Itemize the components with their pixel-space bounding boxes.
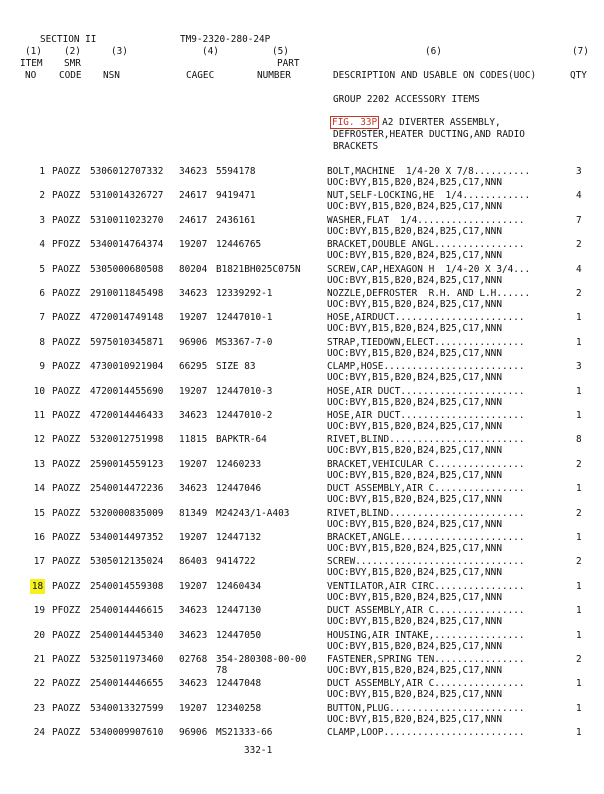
- smr-code: PAOZZ: [52, 215, 81, 226]
- description: DUCT ASSEMBLY,AIR C................: [327, 678, 525, 689]
- item-number: 3: [39, 215, 45, 226]
- quantity: 3: [576, 166, 582, 177]
- item-number: 6: [39, 288, 45, 299]
- col-num-7: (7): [572, 46, 589, 57]
- description: NOZZLE,DEFROSTER R.H. AND L.H......: [327, 288, 531, 299]
- item-number: 9: [39, 361, 45, 372]
- quantity: 2: [576, 508, 582, 519]
- figure-line-2: DEFROSTER,HEATER DUCTING,AND RADIO: [333, 129, 525, 140]
- part-number: 5594178: [216, 166, 256, 177]
- usable-on-codes: UOC:BVY,B15,B20,B24,B25,C17,NNN: [327, 226, 502, 237]
- nsn: 5975010345871: [90, 337, 164, 348]
- page-number: 332-1: [244, 745, 273, 756]
- description: SCREW..............................: [327, 556, 525, 567]
- usable-on-codes: UOC:BVY,B15,B20,B24,B25,C17,NNN: [327, 543, 502, 554]
- cagec: 24617: [179, 215, 208, 226]
- description: SCREW,CAP,HEXAGON H 1/4-20 X 3/4...: [327, 264, 531, 275]
- nsn: 5340014497352: [90, 532, 164, 543]
- cagec: 34623: [179, 630, 208, 641]
- usable-on-codes: UOC:BVY,B15,B20,B24,B25,C17,NNN: [327, 641, 502, 652]
- smr-code: PAOZZ: [52, 337, 81, 348]
- description: BRACKET,DOUBLE ANGL................: [327, 239, 525, 250]
- smr-code: PFOZZ: [52, 605, 81, 616]
- nsn: 2590014559123: [90, 459, 164, 470]
- description: CLAMP,HOSE.........................: [327, 361, 525, 372]
- quantity: 2: [576, 556, 582, 567]
- smr-code: PFOZZ: [52, 239, 81, 250]
- smr-code: PAOZZ: [52, 581, 81, 592]
- nsn: 2910011845498: [90, 288, 164, 299]
- cagec: 34623: [179, 605, 208, 616]
- item-number: 2: [39, 190, 45, 201]
- nsn: 2540014445340: [90, 630, 164, 641]
- quantity: 2: [576, 654, 582, 665]
- item-number: 5: [39, 264, 45, 275]
- item-number: 23: [33, 703, 45, 714]
- cagec: 86403: [179, 556, 208, 567]
- usable-on-codes: UOC:BVY,B15,B20,B24,B25,C17,NNN: [327, 616, 502, 627]
- cagec: 19207: [179, 386, 208, 397]
- item-number: 24: [33, 727, 45, 738]
- part-number: 12447130: [216, 605, 262, 616]
- cagec: 66295: [179, 361, 208, 372]
- nsn: 5310011023270: [90, 215, 164, 226]
- nsn: 2540014446655: [90, 678, 164, 689]
- description: RIVET,BLIND........................: [327, 434, 525, 445]
- quantity: 2: [576, 459, 582, 470]
- item-number: 10: [33, 386, 45, 397]
- usable-on-codes: UOC:BVY,B15,B20,B24,B25,C17,NNN: [327, 494, 502, 505]
- quantity: 1: [576, 337, 582, 348]
- part-number: MS3367-7-0: [216, 337, 273, 348]
- nsn: 5306012707332: [90, 166, 164, 177]
- smr-code: PAOZZ: [52, 264, 81, 275]
- cagec: 34623: [179, 288, 208, 299]
- part-number: 12447046: [216, 483, 262, 494]
- part-number: 12339292-1: [216, 288, 273, 299]
- nsn: 5340013327599: [90, 703, 164, 714]
- nsn: 5325011973460: [90, 654, 164, 665]
- nsn: 5305012135024: [90, 556, 164, 567]
- part-number: 2436161: [216, 215, 256, 226]
- item-number: 12: [33, 434, 45, 445]
- description: BRACKET,VEHICULAR C................: [327, 459, 525, 470]
- part-number: 12447010-2: [216, 410, 273, 421]
- item-number: 19: [33, 605, 45, 616]
- usable-on-codes: UOC:BVY,B15,B20,B24,B25,C17,NNN: [327, 689, 502, 700]
- smr-code: PAOZZ: [52, 459, 81, 470]
- quantity: 1: [576, 703, 582, 714]
- part-number-continued: 78: [216, 665, 228, 676]
- usable-on-codes: UOC:BVY,B15,B20,B24,B25,C17,NNN: [327, 714, 502, 725]
- smr-code: PAOZZ: [52, 703, 81, 714]
- nsn: 5310014326727: [90, 190, 164, 201]
- smr-code: PAOZZ: [52, 532, 81, 543]
- quantity: 3: [576, 361, 582, 372]
- smr-code: PAOZZ: [52, 434, 81, 445]
- part-number: 12447010-1: [216, 312, 273, 323]
- item-number: 1: [39, 166, 45, 177]
- cagec: 34623: [179, 483, 208, 494]
- cagec: 96906: [179, 727, 208, 738]
- cagec: 24617: [179, 190, 208, 201]
- smr-code: PAOZZ: [52, 508, 81, 519]
- cagec: 02768: [179, 654, 208, 665]
- description: WASHER,FLAT 1/4...................: [327, 215, 525, 226]
- item-number: 17: [33, 556, 45, 567]
- smr-code: PAOZZ: [52, 190, 81, 201]
- description: BRACKET,ANGLE......................: [327, 532, 525, 543]
- nsn: 2540014472236: [90, 483, 164, 494]
- description: VENTILATOR,AIR CIRC................: [327, 581, 525, 592]
- part-number: 12447048: [216, 678, 262, 689]
- figure-reference[interactable]: FIG. 33P: [332, 117, 378, 128]
- cagec: 34623: [179, 678, 208, 689]
- col-num-6: (6): [425, 46, 442, 57]
- part-number: 12447050: [216, 630, 262, 641]
- part-number: MS21333-66: [216, 727, 273, 738]
- usable-on-codes: UOC:BVY,B15,B20,B24,B25,C17,NNN: [327, 592, 502, 603]
- item-number: 13: [33, 459, 45, 470]
- description: RIVET,BLIND........................: [327, 508, 525, 519]
- item-number: 7: [39, 312, 45, 323]
- part-number: BAPKTR-64: [216, 434, 267, 445]
- col-part-label: PART: [277, 58, 300, 69]
- cagec: 19207: [179, 312, 208, 323]
- smr-code: PAOZZ: [52, 630, 81, 641]
- quantity: 1: [576, 312, 582, 323]
- description: FASTENER,SPRING TEN................: [327, 654, 525, 665]
- description: DUCT ASSEMBLY,AIR C................: [327, 483, 525, 494]
- usable-on-codes: UOC:BVY,B15,B20,B24,B25,C17,NNN: [327, 421, 502, 432]
- usable-on-codes: UOC:BVY,B15,B20,B24,B25,C17,NNN: [327, 201, 502, 212]
- part-number: 12460233: [216, 459, 262, 470]
- col-num-1: (1): [25, 46, 42, 57]
- col-qty-label: QTY: [570, 70, 587, 81]
- usable-on-codes: UOC:BVY,B15,B20,B24,B25,C17,NNN: [327, 177, 502, 188]
- cagec: 19207: [179, 459, 208, 470]
- cagec: 81349: [179, 508, 208, 519]
- nsn: 5340009907610: [90, 727, 164, 738]
- description: HOUSING,AIR INTAKE,................: [327, 630, 525, 641]
- cagec: 19207: [179, 532, 208, 543]
- smr-code: PAOZZ: [52, 386, 81, 397]
- part-number: 12340258: [216, 703, 262, 714]
- quantity: 1: [576, 581, 582, 592]
- cagec: 34623: [179, 410, 208, 421]
- figure-caption: [330, 117, 501, 128]
- nsn: 4720014749148: [90, 312, 164, 323]
- cagec: 19207: [179, 239, 208, 250]
- col-code-label: CODE: [59, 70, 82, 81]
- nsn: 5340014764374: [90, 239, 164, 250]
- smr-code: PAOZZ: [52, 654, 81, 665]
- col-num-4: (4): [202, 46, 219, 57]
- quantity: 1: [576, 386, 582, 397]
- cagec: 96906: [179, 337, 208, 348]
- part-number: 9419471: [216, 190, 256, 201]
- cagec: 80204: [179, 264, 208, 275]
- quantity: 1: [576, 727, 582, 738]
- smr-code: PAOZZ: [52, 361, 81, 372]
- part-number: 12446765: [216, 239, 262, 250]
- item-number: 8: [39, 337, 45, 348]
- quantity: 1: [576, 605, 582, 616]
- smr-code: PAOZZ: [52, 410, 81, 421]
- description: HOSE,AIRDUCT.......................: [327, 312, 525, 323]
- col-num-5: (5): [272, 46, 289, 57]
- usable-on-codes: UOC:BVY,B15,B20,B24,B25,C17,NNN: [327, 519, 502, 530]
- usable-on-codes: UOC:BVY,B15,B20,B24,B25,C17,NNN: [327, 665, 502, 676]
- section-title: SECTION II: [40, 34, 97, 45]
- item-number: 22: [33, 678, 45, 689]
- description: STRAP,TIEDOWN,ELECT................: [327, 337, 525, 348]
- usable-on-codes: UOC:BVY,B15,B20,B24,B25,C17,NNN: [327, 470, 502, 481]
- usable-on-codes: UOC:BVY,B15,B20,B24,B25,C17,NNN: [327, 348, 502, 359]
- part-number: 354-280308-00-00: [216, 654, 307, 665]
- part-number: M24243/1-A403: [216, 508, 290, 519]
- smr-code: PAOZZ: [52, 556, 81, 567]
- smr-code: PAOZZ: [52, 166, 81, 177]
- part-number: B1821BH025C075N: [216, 264, 301, 275]
- nsn: 4730010921904: [90, 361, 164, 372]
- col-cagec-label: CAGEC: [186, 70, 215, 81]
- col-description-label: DESCRIPTION AND USABLE ON CODES(UOC): [333, 70, 537, 81]
- part-number: 12447132: [216, 532, 262, 543]
- item-number: 20: [33, 630, 45, 641]
- figure-line-1: A2 DIVERTER ASSEMBLY,: [382, 117, 501, 128]
- col-no-label: NO: [25, 70, 37, 81]
- part-number: 9414722: [216, 556, 256, 567]
- description: CLAMP,LOOP.........................: [327, 727, 525, 738]
- quantity: 1: [576, 630, 582, 641]
- cagec: 34623: [179, 166, 208, 177]
- quantity: 8: [576, 434, 582, 445]
- nsn: 5320000835009: [90, 508, 164, 519]
- item-number: 15: [33, 508, 45, 519]
- item-number: 4: [39, 239, 45, 250]
- part-number: 12447010-3: [216, 386, 273, 397]
- smr-code: PAOZZ: [52, 483, 81, 494]
- usable-on-codes: UOC:BVY,B15,B20,B24,B25,C17,NNN: [327, 372, 502, 383]
- col-item-label: ITEM: [20, 58, 43, 69]
- quantity: 1: [576, 532, 582, 543]
- part-number: SIZE 83: [216, 361, 256, 372]
- figure-line-3: BRACKETS: [333, 141, 379, 152]
- usable-on-codes: UOC:BVY,B15,B20,B24,B25,C17,NNN: [327, 323, 502, 334]
- nsn: 2540014559308: [90, 581, 164, 592]
- usable-on-codes: UOC:BVY,B15,B20,B24,B25,C17,NNN: [327, 250, 502, 261]
- item-number: 14: [33, 483, 45, 494]
- nsn: 5305000680508: [90, 264, 164, 275]
- quantity: 1: [576, 410, 582, 421]
- group-title: GROUP 2202 ACCESSORY ITEMS: [333, 94, 480, 105]
- description: HOSE,AIR DUCT......................: [327, 410, 525, 421]
- nsn: 5320012751998: [90, 434, 164, 445]
- nsn: 4720014455690: [90, 386, 164, 397]
- quantity: 4: [576, 190, 582, 201]
- quantity: 2: [576, 239, 582, 250]
- col-nsn-label: NSN: [103, 70, 120, 81]
- cagec: 19207: [179, 581, 208, 592]
- usable-on-codes: UOC:BVY,B15,B20,B24,B25,C17,NNN: [327, 275, 502, 286]
- part-number: 12460434: [216, 581, 262, 592]
- col-smr-label: SMR: [64, 58, 81, 69]
- cagec: 19207: [179, 703, 208, 714]
- quantity: 1: [576, 483, 582, 494]
- item-number: 11: [33, 410, 45, 421]
- smr-code: PAOZZ: [52, 678, 81, 689]
- item-number: 16: [33, 532, 45, 543]
- nsn: 4720014446433: [90, 410, 164, 421]
- description: NUT,SELF-LOCKING,HE 1/4............: [327, 190, 531, 201]
- nsn: 2540014446615: [90, 605, 164, 616]
- smr-code: PAOZZ: [52, 727, 81, 738]
- smr-code: PAOZZ: [52, 312, 81, 323]
- item-number-highlighted: 18: [31, 581, 44, 592]
- description: HOSE,AIR DUCT......................: [327, 386, 525, 397]
- quantity: 4: [576, 264, 582, 275]
- smr-code: PAOZZ: [52, 288, 81, 299]
- description: BUTTON,PLUG........................: [327, 703, 525, 714]
- usable-on-codes: UOC:BVY,B15,B20,B24,B25,C17,NNN: [327, 567, 502, 578]
- usable-on-codes: UOC:BVY,B15,B20,B24,B25,C17,NNN: [327, 397, 502, 408]
- cagec: 11815: [179, 434, 208, 445]
- usable-on-codes: UOC:BVY,B15,B20,B24,B25,C17,NNN: [327, 299, 502, 310]
- tm-number: TM9-2320-280-24P: [180, 34, 271, 45]
- item-number: 21: [33, 654, 45, 665]
- description: DUCT ASSEMBLY,AIR C................: [327, 605, 525, 616]
- col-number-label: NUMBER: [257, 70, 291, 81]
- col-num-2: (2): [64, 46, 81, 57]
- quantity: 1: [576, 678, 582, 689]
- col-num-3: (3): [111, 46, 128, 57]
- quantity: 2: [576, 288, 582, 299]
- description: BOLT,MACHINE 1/4-20 X 7/8..........: [327, 166, 531, 177]
- quantity: 7: [576, 215, 582, 226]
- usable-on-codes: UOC:BVY,B15,B20,B24,B25,C17,NNN: [327, 445, 502, 456]
